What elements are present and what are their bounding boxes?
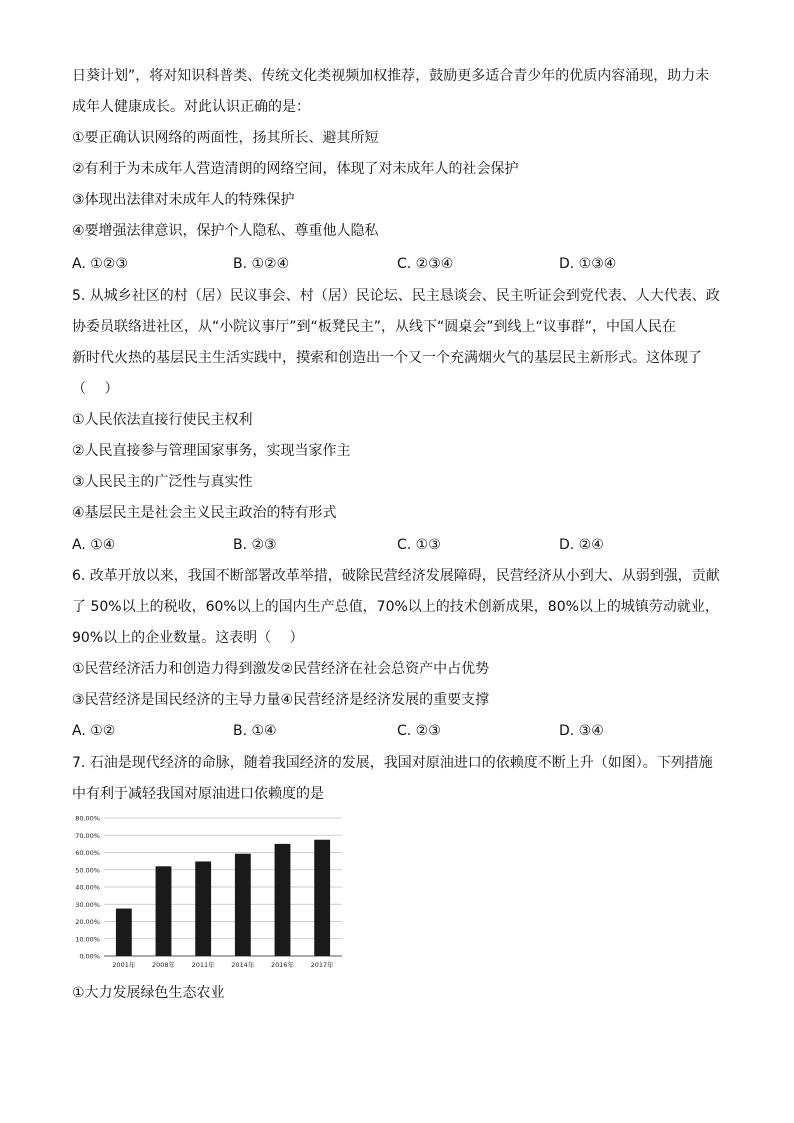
q4-option-b: B. ①②④ bbox=[233, 256, 290, 272]
q5-option-c: C. ①③ bbox=[397, 537, 441, 553]
q6-option-b: B. ①④ bbox=[233, 723, 277, 739]
q5-text-line: 5. 从城乡社区的村（居）民议事会、村（居）民论坛、民主恳谈会、民主听证会到党代表、人大代表、政 bbox=[72, 288, 720, 304]
q7-text-line: 中有利于减轻我国对原油进口依赖度的是 bbox=[72, 786, 324, 802]
q5-answer-blank: （ ） bbox=[72, 381, 119, 397]
q4-option-a: A. ①②③ bbox=[72, 256, 128, 272]
q5-statement-4: ④基层民主是社会主义民主政治的特有形式 bbox=[72, 505, 337, 521]
y-tick-label: 0.00% bbox=[79, 952, 100, 961]
y-tick-label: 10.00% bbox=[75, 935, 100, 944]
bar bbox=[235, 854, 251, 956]
q6-text-line: 了 50%以上的税收，60%以上的国内生产总值，70%以上的技术创新成果，80%以上的城镇劳动就业， bbox=[72, 599, 719, 615]
bar bbox=[156, 866, 172, 956]
oil-import-dependency-chart bbox=[62, 810, 352, 980]
q4-statement-3: ③体现出法律对未成年人的特殊保护 bbox=[72, 192, 295, 208]
q5-option-a: A. ①④ bbox=[72, 537, 116, 553]
x-tick-label: 2001年 bbox=[112, 961, 136, 969]
x-tick-label: 2008年 bbox=[151, 961, 176, 969]
q5-statement-1: ①人民依法直接行使民主权利 bbox=[72, 412, 253, 428]
bar bbox=[116, 909, 132, 956]
q5-option-b: B. ②③ bbox=[233, 537, 277, 553]
y-tick-label: 60.00% bbox=[75, 849, 100, 857]
q5-text-line: 新时代火热的基层民主生活实践中，摸索和创造出一个又一个充满烟火气的基层民主新形式。这体现了 bbox=[72, 350, 702, 366]
y-tick-label: 80.00% bbox=[75, 814, 100, 823]
y-tick-label: 40.00% bbox=[75, 883, 100, 892]
bar bbox=[314, 840, 330, 956]
x-tick-label: 2014年 bbox=[231, 961, 255, 969]
y-tick-label: 70.00% bbox=[75, 831, 100, 840]
bar bbox=[275, 844, 291, 956]
q7-statement-1: ①大力发展绿色生态农业 bbox=[72, 985, 225, 1001]
q4-statement-4: ④要增强法律意识，保护个人隐私、尊重他人隐私 bbox=[72, 223, 379, 239]
q4-option-d: D. ①③④ bbox=[559, 256, 617, 272]
y-tick-label: 50.00% bbox=[75, 866, 100, 875]
q6-statement-line: ③民营经济是国民经济的主导力量④民营经济是经济发展的重要支撑 bbox=[72, 692, 490, 708]
y-tick-label: 20.00% bbox=[75, 918, 100, 926]
q6-text-line: 6. 改革开放以来，我国不断部署改革举措，破除民营经济发展障碍，民营经济从小到大、从弱到强，贡献 bbox=[72, 568, 720, 584]
q6-statement-line: ①民营经济活力和创造力得到激发②民营经济在社会总资产中占优势 bbox=[72, 661, 490, 677]
bar bbox=[195, 861, 211, 956]
q6-option-d: D. ③④ bbox=[559, 723, 604, 739]
x-tick-label: 2011年 bbox=[191, 961, 215, 969]
q6-option-a: A. ①② bbox=[72, 723, 116, 739]
q5-statement-2: ②人民直接参与管理国家事务，实现当家作主 bbox=[72, 443, 351, 459]
q4-text-line: 日葵计划”，将对知识科普类、传统文化类视频加权推荐，鼓励更多适合青少年的优质内容涌现，助力未 bbox=[72, 68, 710, 84]
q7-text-line: 7. 石油是现代经济的命脉，随着我国经济的发展，我国对原油进口的依赖度不断上升（如图）。下列措施 bbox=[72, 755, 713, 771]
q5-text-line: 协委员联络进社区，从“小院议事厅”到“板凳民主”，从线下“圆桌会”到线上“议事群”，中国人民在 bbox=[72, 319, 677, 335]
q5-statement-3: ③人民民主的广泛性与真实性 bbox=[72, 474, 253, 490]
q4-text-line: 成年人健康成长。对此认识正确的是： bbox=[72, 99, 310, 115]
q5-option-d: D. ②④ bbox=[559, 537, 604, 553]
q6-text-line: 90%以上的企业数量。这表明（ ） bbox=[72, 630, 304, 646]
x-tick-label: 2016年 bbox=[270, 961, 295, 969]
q4-statement-1: ①要正确认识网络的两面性，扬其所长、避其所短 bbox=[72, 130, 379, 146]
y-tick-label: 30.00% bbox=[75, 900, 100, 909]
q4-statement-2: ②有利于为未成年人营造清朗的网络空间，体现了对未成年人的社会保护 bbox=[72, 161, 519, 177]
q4-option-c: C. ②③④ bbox=[397, 256, 454, 272]
x-tick-label: 2017年 bbox=[310, 961, 334, 969]
q6-option-c: C. ②③ bbox=[397, 723, 441, 739]
